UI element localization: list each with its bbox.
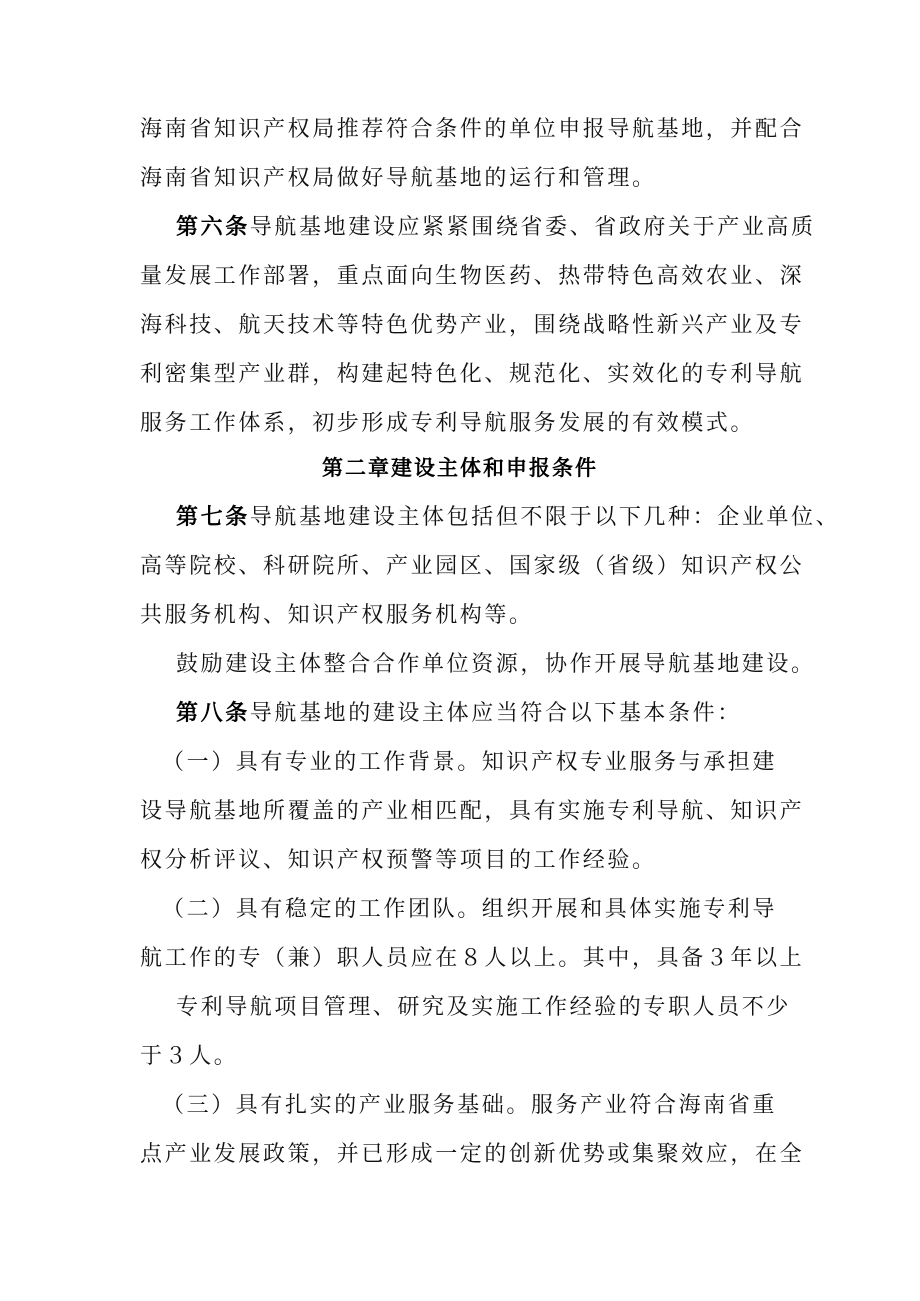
article-7-line-3: 共服务机构、知识产权服务机构等。 <box>140 603 534 628</box>
article-7-first-line <box>176 499 840 537</box>
article-8-text: 导航基地的建设主体应当符合以下基本条件： <box>249 701 742 726</box>
article-8-item-1-line-2: 设导航基地所覆盖的产业相匹配，具有实施专利导航、知识产 <box>140 799 805 824</box>
article-8-label: 第八条 <box>176 701 250 726</box>
article-8-item-2-line-4: 于３人。 <box>140 1044 239 1069</box>
article-6-line-3: 海科技、航天技术等特色优势产业，围绕战略性新兴产业及专 <box>140 313 805 338</box>
article-8-item-2-line-1: （二）具有稳定的工作团队。组织开展和具体实施专利导 <box>162 897 778 922</box>
intro-line-2: 海南省知识产权局做好导航基地的运行和管理。 <box>140 166 657 191</box>
article-8-item-1-line-3: 权分析评议、知识产权预警等项目的工作经验。 <box>140 848 657 873</box>
chapter-2-heading: 第二章建设主体和申报条件 <box>322 456 598 480</box>
article-6-text: 导航基地建设应紧紧围绕省委、省政府关于产业高质 <box>249 215 816 240</box>
article-7-text: 导航基地建设主体包括但不限于以下几种：企业单位、 <box>249 505 841 530</box>
article-6-line-5: 服务工作体系，初步形成专利导航服务发展的有效模式。 <box>140 411 756 436</box>
article-6-label: 第六条 <box>176 215 250 240</box>
article-7-label: 第七条 <box>176 505 250 530</box>
article-6-first-line <box>176 209 816 247</box>
article-8-item-2-line-2: 航工作的专（兼）职人员应在８人以上。其中，具备３年以上 <box>140 946 805 971</box>
article-8-item-3-line-1: （三）具有扎实的产业服务基础。服务产业符合海南省重 <box>162 1093 778 1118</box>
article-8-item-3-line-2: 点产业发展政策，并已形成一定的创新优势或集聚效应，在全 <box>140 1142 805 1167</box>
article-8-item-2-line-3: 专利导航项目管理、研究及实施工作经验的专职人员不少 <box>176 995 792 1020</box>
article-8-item-1-line-1: （一）具有专业的工作背景。知识产权专业服务与承担建 <box>162 750 778 775</box>
intro-line-1: 海南省知识产权局推荐符合条件的单位申报导航基地，并配合 <box>140 117 805 142</box>
article-7-line-2: 高等院校、科研院所、产业园区、国家级（省级）知识产权公 <box>140 554 805 579</box>
article-8-first-line <box>176 695 742 733</box>
article-6-line-4: 利密集型产业群，构建起特色化、规范化、实效化的专利导航 <box>140 362 805 387</box>
article-6-line-2: 量发展工作部署，重点面向生物医药、热带特色高效农业、深 <box>140 264 805 289</box>
article-7-paragraph-2: 鼓励建设主体整合合作单位资源，协作开展导航基地建设。 <box>176 652 816 677</box>
